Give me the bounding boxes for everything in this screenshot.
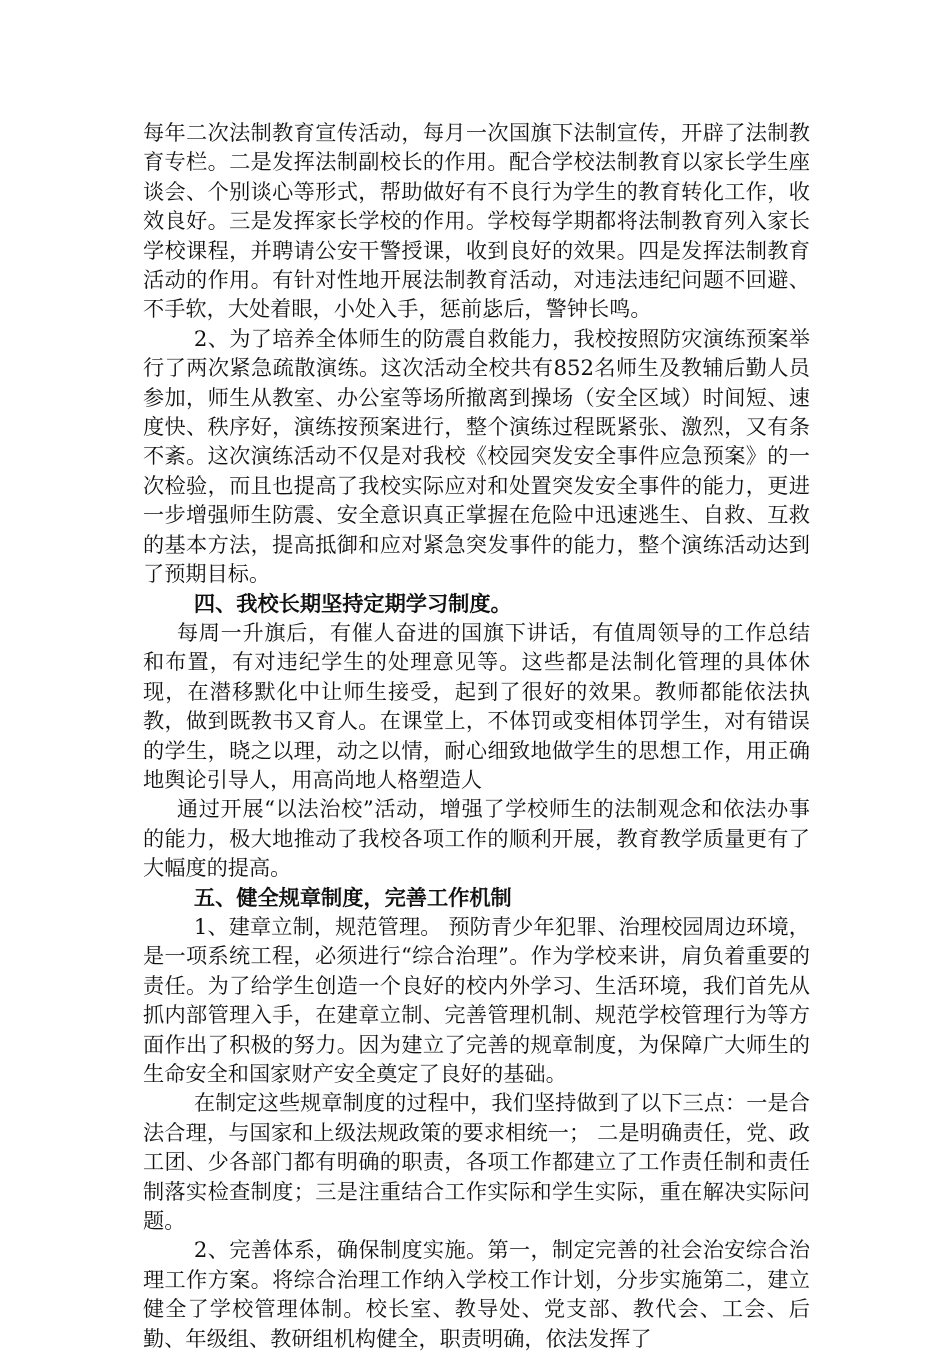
paragraph-earthquake-drill: 2、为了培养全体师生的防震自救能力，我校按照防灾演练预案举行了两次紧急疏散演练。这次活动全校共有852名师生及教辅后勤人员参加，师生从教室、办公室等场所撤离到操场（安全区域）时间短、速度快、秩序好，演练按预案进行，整个演练过程既紧张、激烈，又有条不紊。这次演练活动不仅是对我校《校园突发安全事件应急预案》的一次检验，而且也提高了我校实际应对和处置突发安全事件的能力，更进一步增强师生防震、安全意识真正掌握在危险中迅速逃生、自救、互救的基本方法，提高抵御和应对紧急突发事件的能力，整个演练活动达到了预期目标。 <box>143 325 810 587</box>
paragraph-rule-of-law-activity: 通过开展“以法治校”活动，增强了学校师生的法制观念和依法办事的能力，极大地推动了我校各项工作的顺利开展，教育教学质量更有了大幅度的提高。 <box>143 796 810 881</box>
section-heading-rules-and-mechanisms: 五、健全规章制度，完善工作机制 <box>193 884 512 910</box>
paragraph-weekly-flag-ceremony: 每周一升旗后，有催人奋进的国旗下讲话，有值周领导的工作总结和布置，有对违纪学生的处理意见等。这些都是法制化管理的具体休现，在潜移默化中让师生接受，起到了很好的效果。教师都能依法执教，做到既教书又育人。在课堂上，不体罚或变相体罚学生，对有错误的学生，晓之以理，动之以情，耐心细致地做学生的思想工作，用正确地舆论引导人，用高尚地人格塑造人 <box>143 619 810 792</box>
paragraph-three-principles: 在制定这些规章制度的过程中，我们坚持做到了以下三点：一是合法合理，与国家和上级法规政策的要求相统一； 二是明确责任，党、政工团、少各部门都有明确的职责，各项工作都建立了工作责任制和责任制落实检查制度；三是注重结合工作实际和学生实际，重在解决实际问题。 <box>143 1090 810 1234</box>
paragraph-improve-system: 2、完善体系，确保制度实施。第一，制定完善的社会治安综合治理工作方案。将综合治理工作纳入学校工作计划，分步实施第二，建立健全了学校管理体制。校长室、教导处、党支部、教代会、工会、后勤、年级组、教研组机构健全，职责明确，依法发挥了 <box>143 1237 810 1351</box>
document-body <box>143 118 810 1353</box>
paragraph-legal-education-activities: 每年二次法制教育宣传活动，每月一次国旗下法制宣传，开辟了法制教育专栏。二是发挥法制副校长的作用。配合学校法制教育以家长学生座谈会、个别谈心等形式，帮助做好有不良行为学生的教育转化工作，收效良好。三是发挥家长学校的作用。学校每学期都将法制教育列入家长学校课程，并聘请公安干警授课，收到良好的效果。四是发挥法制教育活动的作用。有针对性地开展法制教育活动，对违法违纪问题不回避、不手软，大处着眼，小处入手，惩前毖后，警钟长鸣。 <box>143 120 810 322</box>
paragraph-establish-rules: 1、建章立制，规范管理。 预防青少年犯罪、治理校园周边环境，是一项系统工程，必须进行“综合治理”。作为学校来讲，肩负着重要的责任。为了给学生创造一个良好的校内外学习、生活环境，我们首先从抓内部管理入手，在建章立制、完善管理机制、规范学校管理行为等方面作出了积极的努力。因为建立了完善的规章制度，为保障广大师生的生命安全和国家财产安全奠定了良好的基础。 <box>143 913 810 1086</box>
section-heading-study-system: 四、我校长期坚持定期学习制度。 <box>193 590 512 616</box>
